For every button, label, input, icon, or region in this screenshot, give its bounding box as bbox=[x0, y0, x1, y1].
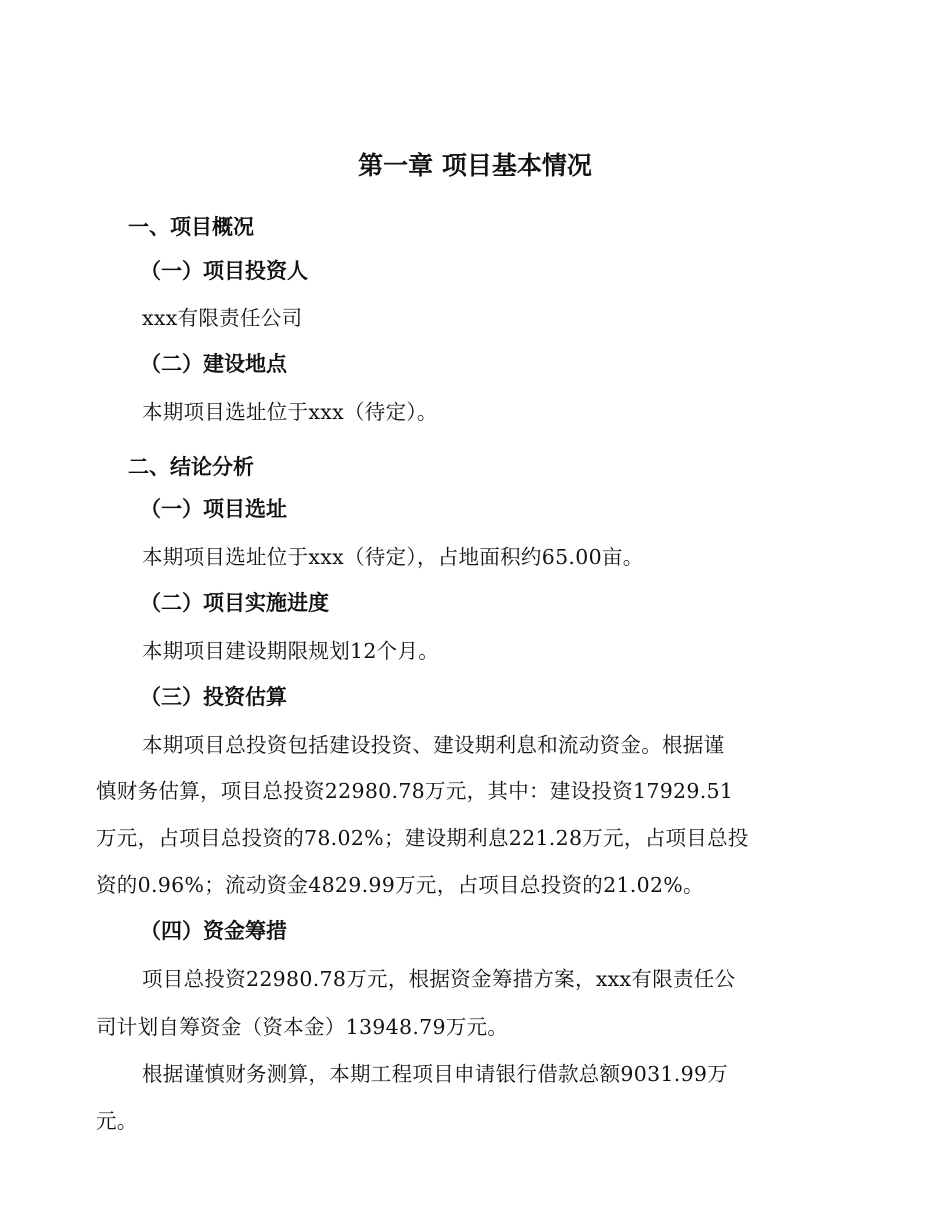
subheading-location: （二）建设地点 bbox=[140, 351, 287, 376]
subheading-site: （一）项目选址 bbox=[140, 496, 287, 521]
schedule-text: 本期项目建设期限规划12个月。 bbox=[142, 639, 440, 663]
financing-line: 司计划自筹资金（资本金）13948.79万元。 bbox=[96, 1015, 509, 1039]
estimate-line: 万元，占项目总投资的78.02%；建设期利息221.28万元，占项目总投 bbox=[96, 826, 749, 850]
loan-line: 元。 bbox=[96, 1109, 138, 1133]
site-text: 本期项目选址位于xxx（待定），占地面积约65.00亩。 bbox=[142, 545, 644, 569]
subheading-financing: （四）资金筹措 bbox=[140, 918, 287, 943]
estimate-line: 资的0.96%；流动资金4829.99万元，占项目总投资的21.02%。 bbox=[96, 873, 704, 897]
estimate-line: 慎财务估算，项目总投资22980.78万元，其中：建设投资17929.51 bbox=[96, 779, 734, 803]
investor-text: xxx有限责任公司 bbox=[142, 306, 303, 330]
loan-line: 根据谨慎财务测算，本期工程项目申请银行借款总额9031.99万 bbox=[142, 1062, 729, 1086]
location-text: 本期项目选址位于xxx（待定）。 bbox=[142, 400, 438, 424]
subheading-investor: （一）项目投资人 bbox=[140, 258, 308, 283]
subheading-estimate: （三）投资估算 bbox=[140, 684, 287, 709]
section-heading-conclusion: 二、结论分析 bbox=[128, 454, 254, 479]
estimate-line: 本期项目总投资包括建设投资、建设期利息和流动资金。根据谨 bbox=[142, 733, 725, 757]
chapter-title: 第一章 项目基本情况 bbox=[358, 151, 592, 180]
section-heading-overview: 一、项目概况 bbox=[128, 214, 254, 239]
subheading-schedule: （二）项目实施进度 bbox=[140, 590, 329, 615]
financing-line: 项目总投资22980.78万元，根据资金筹措方案，xxx有限责任公 bbox=[142, 967, 736, 991]
